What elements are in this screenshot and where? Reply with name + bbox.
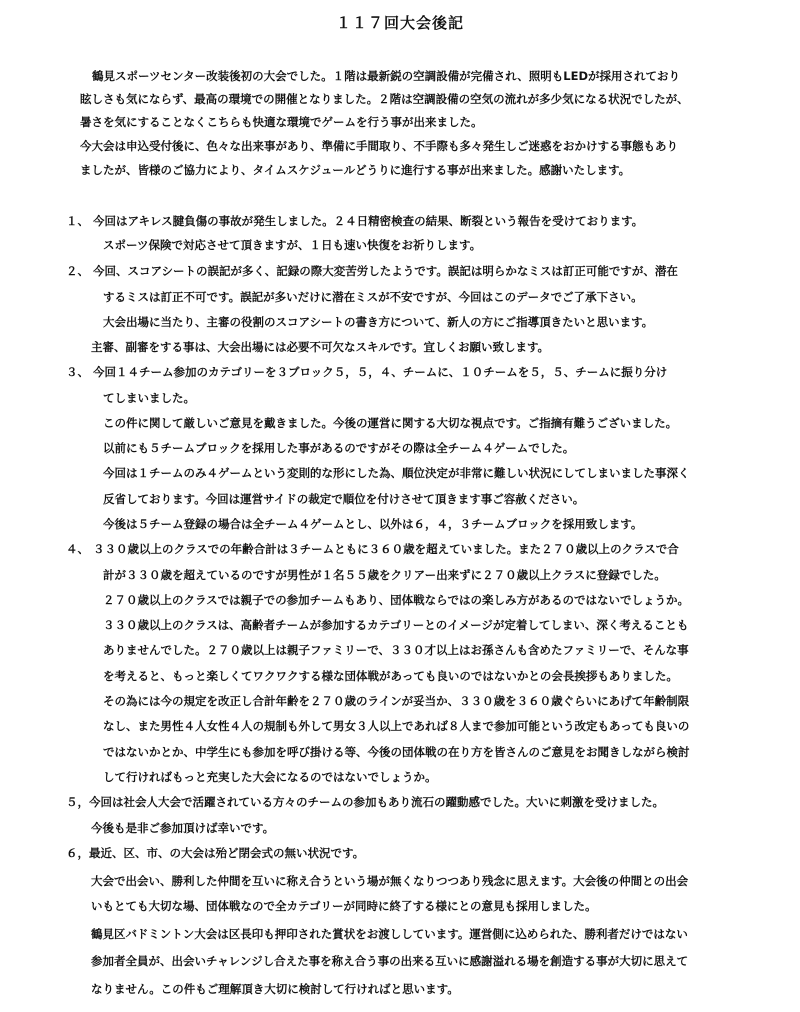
item-line: スポーツ保険で対応させて頂きますが、１日も速い快復をお祈りします。 bbox=[103, 238, 482, 252]
item-line: 計が３３０歳を超えているのですが男性が１名５５歳をクリアー出来ずに２７０歳以上クラスに登録でした。 bbox=[103, 568, 666, 582]
item-line: てしまいました。 bbox=[103, 391, 195, 405]
item-line: を考えると、もっと楽しくてワクワクする様な団体戦があっても良いのではないかとの会長挨拶もありました。 bbox=[103, 669, 678, 683]
item-line: 今後は５チーム登録の場合は全チーム４ゲームとし、以外は６，４，３チームブロックを採用致します。 bbox=[103, 517, 643, 531]
item-line: ３３０歳以上のクラスは、高齢者チームが参加するカテゴリーとのイメージが定着してしまい、深く考えることも bbox=[103, 618, 689, 632]
intro-line-5: ましたが、皆様のご協力により、タイムスケジュールどうりに進行する事が出来ました。感謝いたします。 bbox=[80, 163, 631, 177]
intro-line-1: 鶴見スポーツセンター改装後初の大会でした。１階は最新鋭の空調設備が完備され、照明もLEDが採用されており bbox=[92, 69, 680, 83]
item-line: ２、 今回、スコアシートの誤記が多く、記録の際大変苦労したようです。誤記は明らかなミスは訂正可能ですが、潜在 bbox=[66, 264, 678, 278]
item-line: 大会出場に当たり、主審の役割のスコアシートの書き方について、新人の方にご指導頂きたいと思います。 bbox=[103, 315, 654, 329]
item-line: この件に関して厳しいご意見を戴きました。今後の運営に関する大切な視点です。ご指摘有難うございました。 bbox=[103, 416, 678, 430]
item-line: 今回は１チームのみ４ゲームという変則的な形にした為、順位決定が非常に難しい状況にしてしまいました事深く bbox=[103, 466, 690, 480]
item-line: ４、 ３３０歳以上のクラスでの年齢合計は３チームともに３６０歳を超えていました。また２７０歳以上のクラスで合 bbox=[66, 542, 679, 556]
item-line: なりません。この件もご理解頂き大切に検討して行ければと思います。 bbox=[91, 982, 459, 996]
intro-line-4: 今大会は申込受付後に、色々な出来事があり、準備に手間取り、不手際も多々発生しご迷惑をおかけする事態もあり bbox=[80, 139, 678, 153]
item-line: ３、 今回１４チーム参加のカテゴリーを３ブロック５，５，４、チームに、１０チームを５，５、チームに振り分け bbox=[66, 365, 668, 379]
item-line: 大会で出会い、勝利した仲間を互いに称え合うという場が無くなりつつあり残念に思えます。大会後の仲間との出会 bbox=[91, 874, 689, 888]
item-line: 鶴見区バドミントン大会は区長印も押印された賞状をお渡ししています。運営側に込められた、勝利者だけではない bbox=[91, 927, 688, 941]
item-line: いもとても大切な場、団体戦なので全カテゴリーが同時に終了する様にとの意見も採用しました。 bbox=[91, 899, 597, 913]
item-line: 参加者全員が、出会いチャレンジし合えた事を称え合う事の出来る互いに感謝溢れる場を創造する事が大切に思えて bbox=[91, 954, 689, 968]
item-line: 反省しております。今回は運営サイドの裁定で順位を付けさせて頂きます事ご容赦ください。 bbox=[103, 492, 585, 506]
item-line: ではないかとか、中学生にも参加を呼び掛ける等、今後の団体戦の在り方を皆さんのご意見をお聞きしながら検討 bbox=[103, 745, 690, 759]
item-line: するミスは訂正不可です。誤記が多いだけに潜在ミスが不安ですが、今回はこのデータでご了承下さい。 bbox=[103, 290, 643, 304]
item-line: 今後も是非ご参加頂けば幸いです。 bbox=[91, 821, 275, 835]
item-line: して行ければもっと充実した大会になるのではないでしょうか。 bbox=[103, 770, 437, 784]
item-line: １、 今回はアキレス腱負傷の事故が発生しました。２４日精密検査の結果、断裂という報告を受けております。 bbox=[66, 214, 644, 228]
item-line: なし、また男性４人女性４人の規制も外して男女３人以上であれば８人まで参加可能という改定もあっても良いの bbox=[103, 719, 690, 733]
intro-line-3: 暑さを気にすることなくこちらも快適な環境でゲームを行う事が出来ました。 bbox=[80, 115, 483, 129]
document-title: １１７回大会後記 bbox=[335, 14, 464, 32]
item-line: ６，最近、区、市、の大会は殆ど閉会式の無い状況です。 bbox=[66, 846, 365, 860]
item-line: ありませんでした。２７０歳以上は親子ファミリーで、３３０才以上はお孫さんも含めたファミリーで、そんな事 bbox=[103, 643, 689, 657]
item-line: 以前にも５チームブロックを採用した事があるのですがその際は全チーム４ゲームでした。 bbox=[103, 441, 575, 455]
item-line: 主審、副審をする事は、大会出場には必要不可欠なスキルです。宜しくお願い致します。 bbox=[91, 340, 550, 354]
item-line: ５，今回は社会人大会で活躍されている方々のチームの参加もあり流石の躍動感でした。大いに刺激を受けました。 bbox=[66, 795, 664, 809]
intro-line-2: 眩しさも気にならず、最高の環境での開催となりました。２階は空調設備の空気の流れが多少気になる状況でしたが、 bbox=[80, 92, 689, 106]
item-line: その為には今の規定を改正し合計年齢を２７０歳のラインが妥当か、３３０歳を３６０歳ぐらいにあげて年齢制限 bbox=[103, 694, 690, 708]
item-line: ２７０歳以上のクラスでは親子での参加チームもあり、団体戦ならではの楽しみ方があるのではないでしょうか。 bbox=[103, 593, 690, 607]
